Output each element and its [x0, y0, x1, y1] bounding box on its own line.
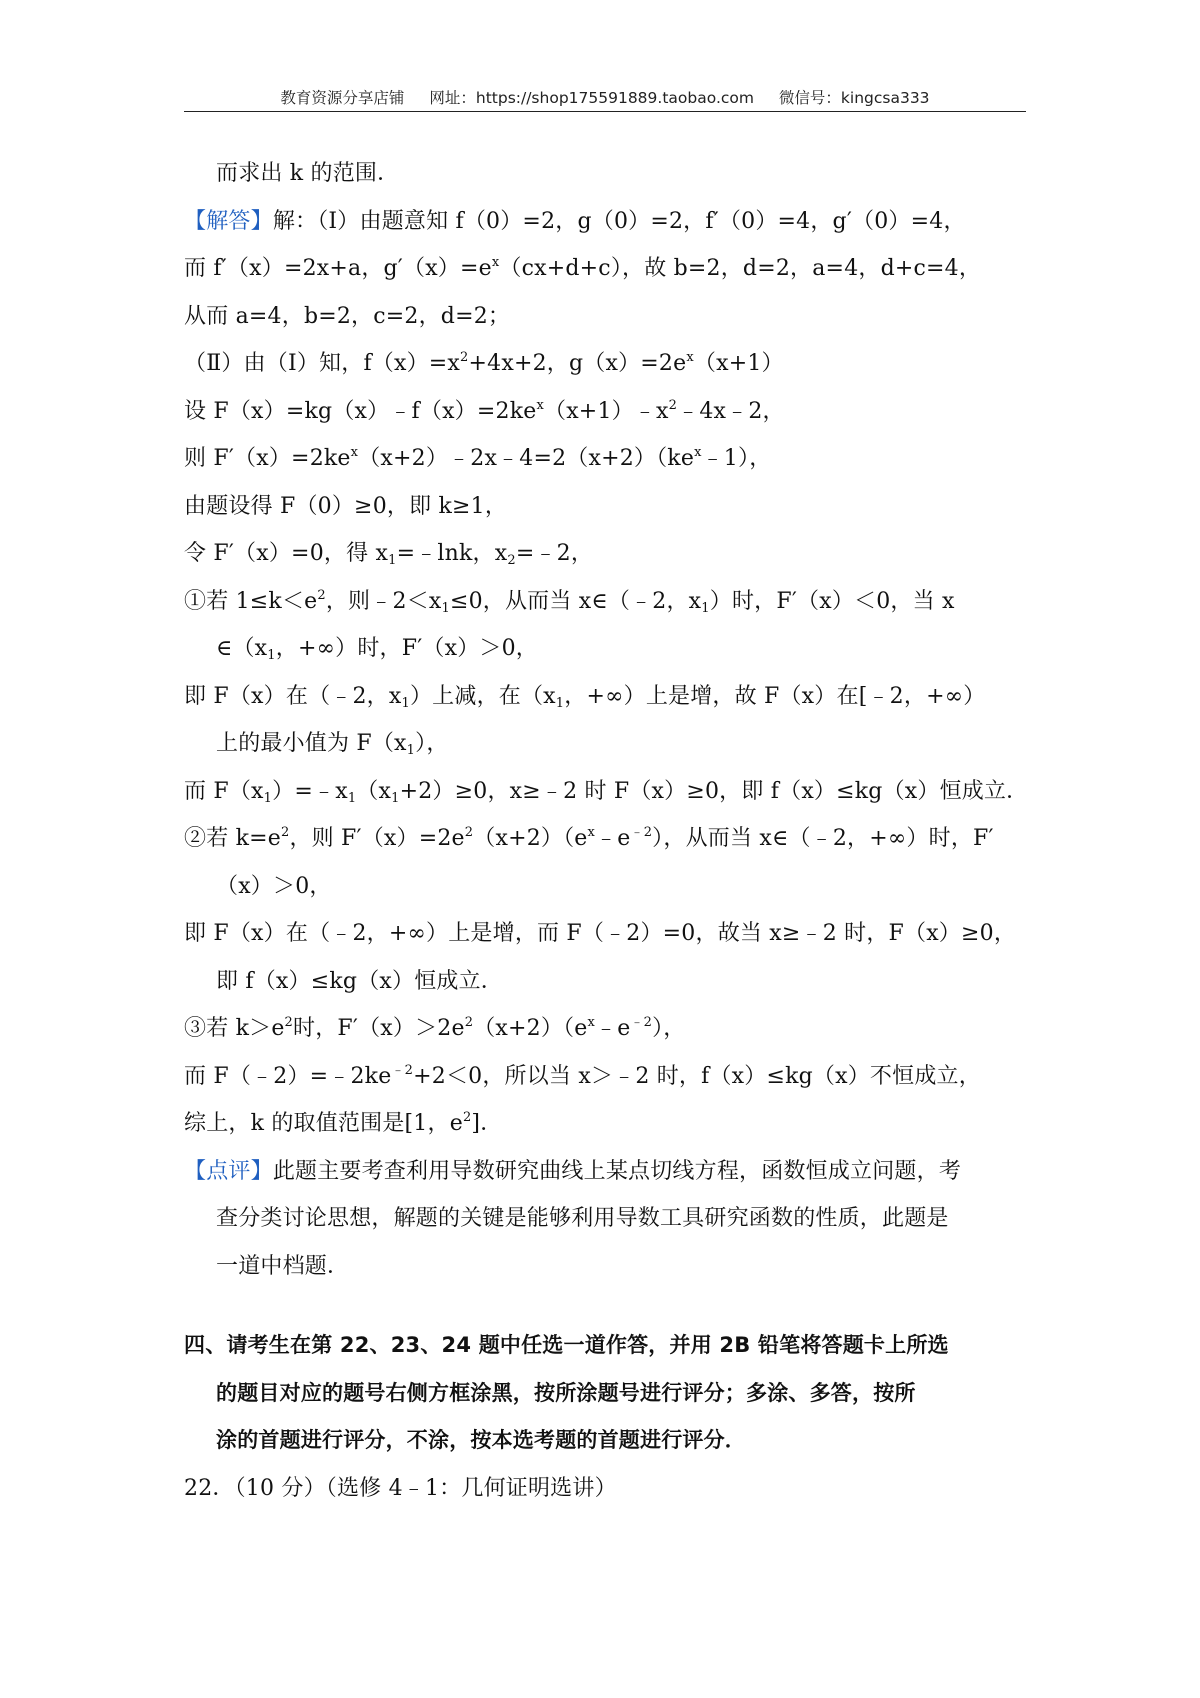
header-shop: 教育资源分享店铺 — [280, 89, 405, 107]
page-header — [184, 86, 1026, 112]
text-line: 综上，k 的取值范围是[1，$e^2$]． — [184, 1110, 503, 1136]
text-line: 上的最小值为 $F(x_1)$， — [216, 731, 449, 758]
text-line: 即 F（x）在（﹣2，+∞）上是增，而 F（﹣2）=0，故当 x≥﹣2 时，F（x）≥0， — [184, 921, 1017, 946]
text-line: ①若 $1\le k<e^2$，则$﹣2<x_1\le 0$，从而当 x∈（﹣2，$x_1$）时，F′（x）＜0，当 x — [184, 587, 955, 616]
text-line: 【点评】此题主要考查利用导数研究曲线上某点切线方程，函数恒成立问题，考 — [184, 1158, 962, 1184]
section-heading: 四、请考生在第 22、23、24 题中任选一道作答，并用 2B 铅笔将答题卡上所选 — [184, 1333, 949, 1357]
text-line: （x）＞0， — [216, 873, 332, 899]
text-line: 【解答】解：（Ⅰ）由题意知 f（0）=2，g（0）=2，f′（0）=4，g′（0）=4， — [184, 208, 966, 234]
header-url: 网址：https://shop175591889.taobao.com — [429, 89, 754, 107]
review-tag: 【点评】 — [184, 1158, 273, 1184]
text-line: 令 F′（x）=0，得 $x_1=﹣\ln k$，$x_2=﹣2$， — [184, 541, 594, 568]
text-line: 由题设得 F（0）≥0，即 k≥1， — [184, 493, 508, 519]
text-line: ②若 $k=e^2$，则 $F'(x)=2e^2(x+2)(e^x﹣e^{﹣2})$，从而当 x∈（﹣2，+∞）时，F′ — [184, 825, 994, 851]
section-heading: 的题目对应的题号右侧方框涂黑，按所涂题号进行评分；多涂、多答，按所 — [216, 1380, 916, 1405]
text-line: 即 F（x）在（﹣2，$x_1$）上减，在（$x_1$，+∞）上是增，故 F（x）在[﹣2，+∞） — [184, 683, 986, 711]
text-line: $\in(x_1$，+∞）时，F′（x）＞0， — [216, 636, 539, 663]
text-line: （Ⅱ）由（I）知，$f(x)=x^2+4x+2$，$g(x)=2e^x(x+1)$ — [184, 350, 784, 376]
section-heading: 涂的首题进行评分，不涂，按本选考题的首题进行评分． — [216, 1428, 746, 1452]
text-line: 则 $F'(x)=2ke^x(x+2)﹣2x﹣4=2(x+2)(ke^x﹣1)$， — [184, 445, 772, 471]
section-gap — [184, 1290, 1026, 1322]
text-line: 从而 a=4，b=2，c=2，d=2； — [184, 303, 511, 329]
answer-tag: 【解答】 — [184, 208, 273, 234]
text-line: 一道中档题． — [216, 1253, 350, 1279]
text-line: ③若 $k>e^2$时，$F'(x)>2e^2(x+2)(e^x﹣e^{﹣2})$， — [184, 1015, 686, 1041]
solution-body — [184, 150, 1029, 1512]
text-line: 而求出 k 的范围． — [216, 161, 400, 186]
header-wechat: 微信号：kingcsa333 — [778, 89, 930, 107]
text-line: 即 f（x）≤kg（x）恒成立． — [216, 968, 503, 994]
text-line: 查分类讨论思想，解题的关键是能够利用导数工具研究函数的性质，此题是 — [216, 1206, 949, 1231]
question-title: 22．（10 分）（选修 4﹣1：几何证明选讲） — [184, 1475, 617, 1501]
text-line: 设 $F(x)=kg(x)﹣f(x)=2ke^x(x+1)﹣x^2﹣4x﹣2$， — [184, 397, 785, 424]
text-line: 而 $F(x_1)=﹣x_1(x_1+2)\ge 0$，x≥﹣2 时 F（x）≥0，即 f（x）≤kg（x）恒成立． — [184, 778, 1029, 806]
text-line: 而 f′（x）=2x+a，$g'(x)=e^x(cx+d+c)$，故 b=2，d=2，a=4，d+c=4， — [184, 255, 982, 281]
header-divider — [184, 111, 1026, 112]
text-line: 而 $F(﹣2)=﹣2ke^{﹣2}+2<0$，所以当 x＞﹣2 时，f（x）≤kg（x）不恒成立， — [184, 1062, 981, 1089]
